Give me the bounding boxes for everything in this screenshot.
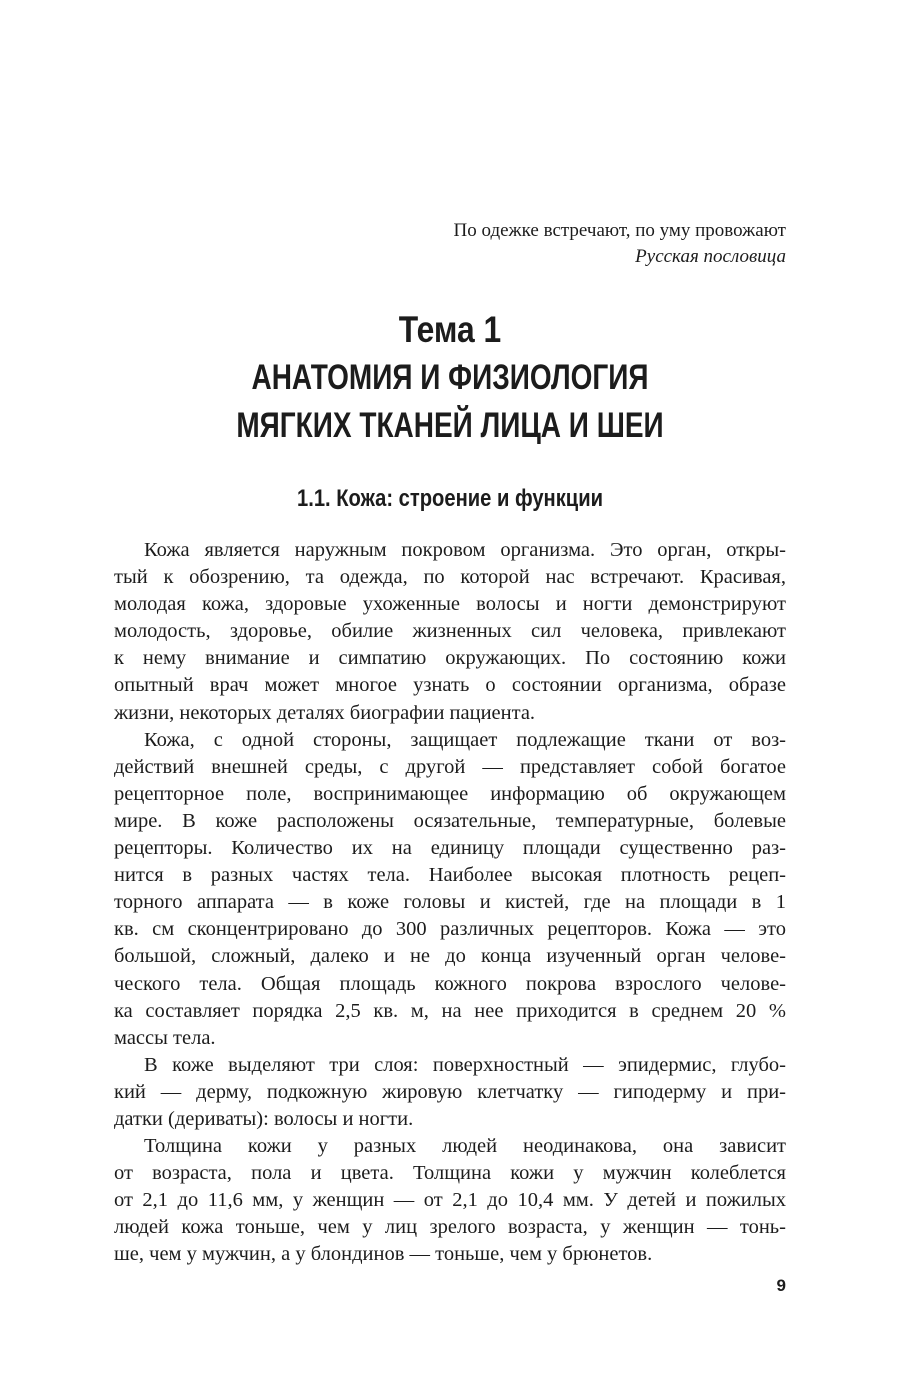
epigraph	[454, 218, 786, 270]
text-line: В коже выделяют три слоя: поверхностный — эпидермис, глубо-	[144, 1053, 786, 1076]
chapter-topic: Тема 1	[398, 309, 502, 350]
text-line: опытный врач может многое узнать о состоянии организма, образе	[114, 674, 786, 697]
text-line: ческого тела. Общая площадь кожного покрова взрослого челове-	[114, 972, 786, 995]
epigraph-quote: По одежке встречают, по уму провожают	[453, 220, 786, 241]
text-line: ше, чем у мужчин, а у блондинов — тоньше, чем у брюнетов.	[114, 1243, 653, 1266]
text-line: тый к обозрению, та одежда, по которой нас встречают. Красивая,	[114, 566, 786, 589]
text-line: торного аппарата — в коже головы и кистей, где на площади в 1	[114, 891, 786, 914]
text-line: жизни, некоторых деталях биографии пациента.	[114, 701, 536, 724]
text-line: мире. В коже расположены осязательные, температурные, болевые	[114, 809, 786, 832]
text-line: от возраста, пола и цвета. Толщина кожи у мужчин колеблется	[114, 1162, 786, 1185]
paragraph	[114, 727, 786, 1052]
body-text	[114, 537, 786, 1269]
text-line: молодая кожа, здоровые ухоженные волосы и ногти демонстрируют	[114, 593, 786, 616]
text-line: рецепторы. Количество их на единицу площади существенно раз-	[114, 837, 786, 860]
text-line: молодость, здоровье, обилие жизненных сил человека, привлекают	[114, 620, 786, 643]
text-line: ка составляет порядка 2,5 кв. м, на нее приходится в среднем 20 %	[114, 999, 786, 1022]
page-number: 9	[776, 1276, 786, 1295]
paragraph	[114, 537, 786, 727]
text-line: рецепторное поле, воспринимающее информацию об окружающем	[114, 782, 786, 805]
paragraph	[114, 1052, 786, 1133]
text-line: от 2,1 до 11,6 мм, у женщин — от 2,1 до 10,4 мм. У детей и пожилых	[114, 1189, 786, 1212]
text-line: Кожа, с одной стороны, защищает подлежащие ткани от воз-	[144, 728, 786, 751]
section-heading: 1.1. Кожа: строение и функции	[297, 485, 603, 512]
text-line: людей кожа тоньше, чем у лиц зрелого возраста, у женщин — тонь-	[114, 1216, 786, 1239]
text-line: Кожа является наружным покровом организма. Это орган, откры-	[144, 539, 786, 561]
chapter-title-line: АНАТОМИЯ И ФИЗИОЛОГИЯ	[251, 358, 649, 397]
text-line: массы тела.	[114, 1026, 216, 1049]
text-line: кв. см сконцентрировано до 300 различных рецепторов. Кожа — это	[114, 918, 786, 941]
text-line: датки (дериваты): волосы и ногти.	[114, 1107, 414, 1130]
text-line: действий внешней среды, с другой — представляет собой богатое	[114, 755, 786, 778]
text-line: большой, сложный, далеко и не до конца изученный орган челове-	[114, 945, 786, 968]
paragraph	[114, 1133, 786, 1268]
text-line: Толщина кожи у разных людей неодинакова, она зависит	[144, 1135, 786, 1158]
chapter-title-line: МЯГКИХ ТКАНЕЙ ЛИЦА И ШЕИ	[236, 406, 664, 445]
chapter-heading	[114, 306, 786, 450]
text-line: нится в разных частях тела. Наиболее высокая плотность рецеп-	[114, 864, 786, 887]
text-line: к нему внимание и симпатию окружающих. По состоянию кожи	[114, 647, 786, 670]
epigraph-source: Русская пословица	[635, 246, 786, 267]
text-line: кий — дерму, подкожную жировую клетчатку — гиподерму и при-	[114, 1080, 786, 1103]
